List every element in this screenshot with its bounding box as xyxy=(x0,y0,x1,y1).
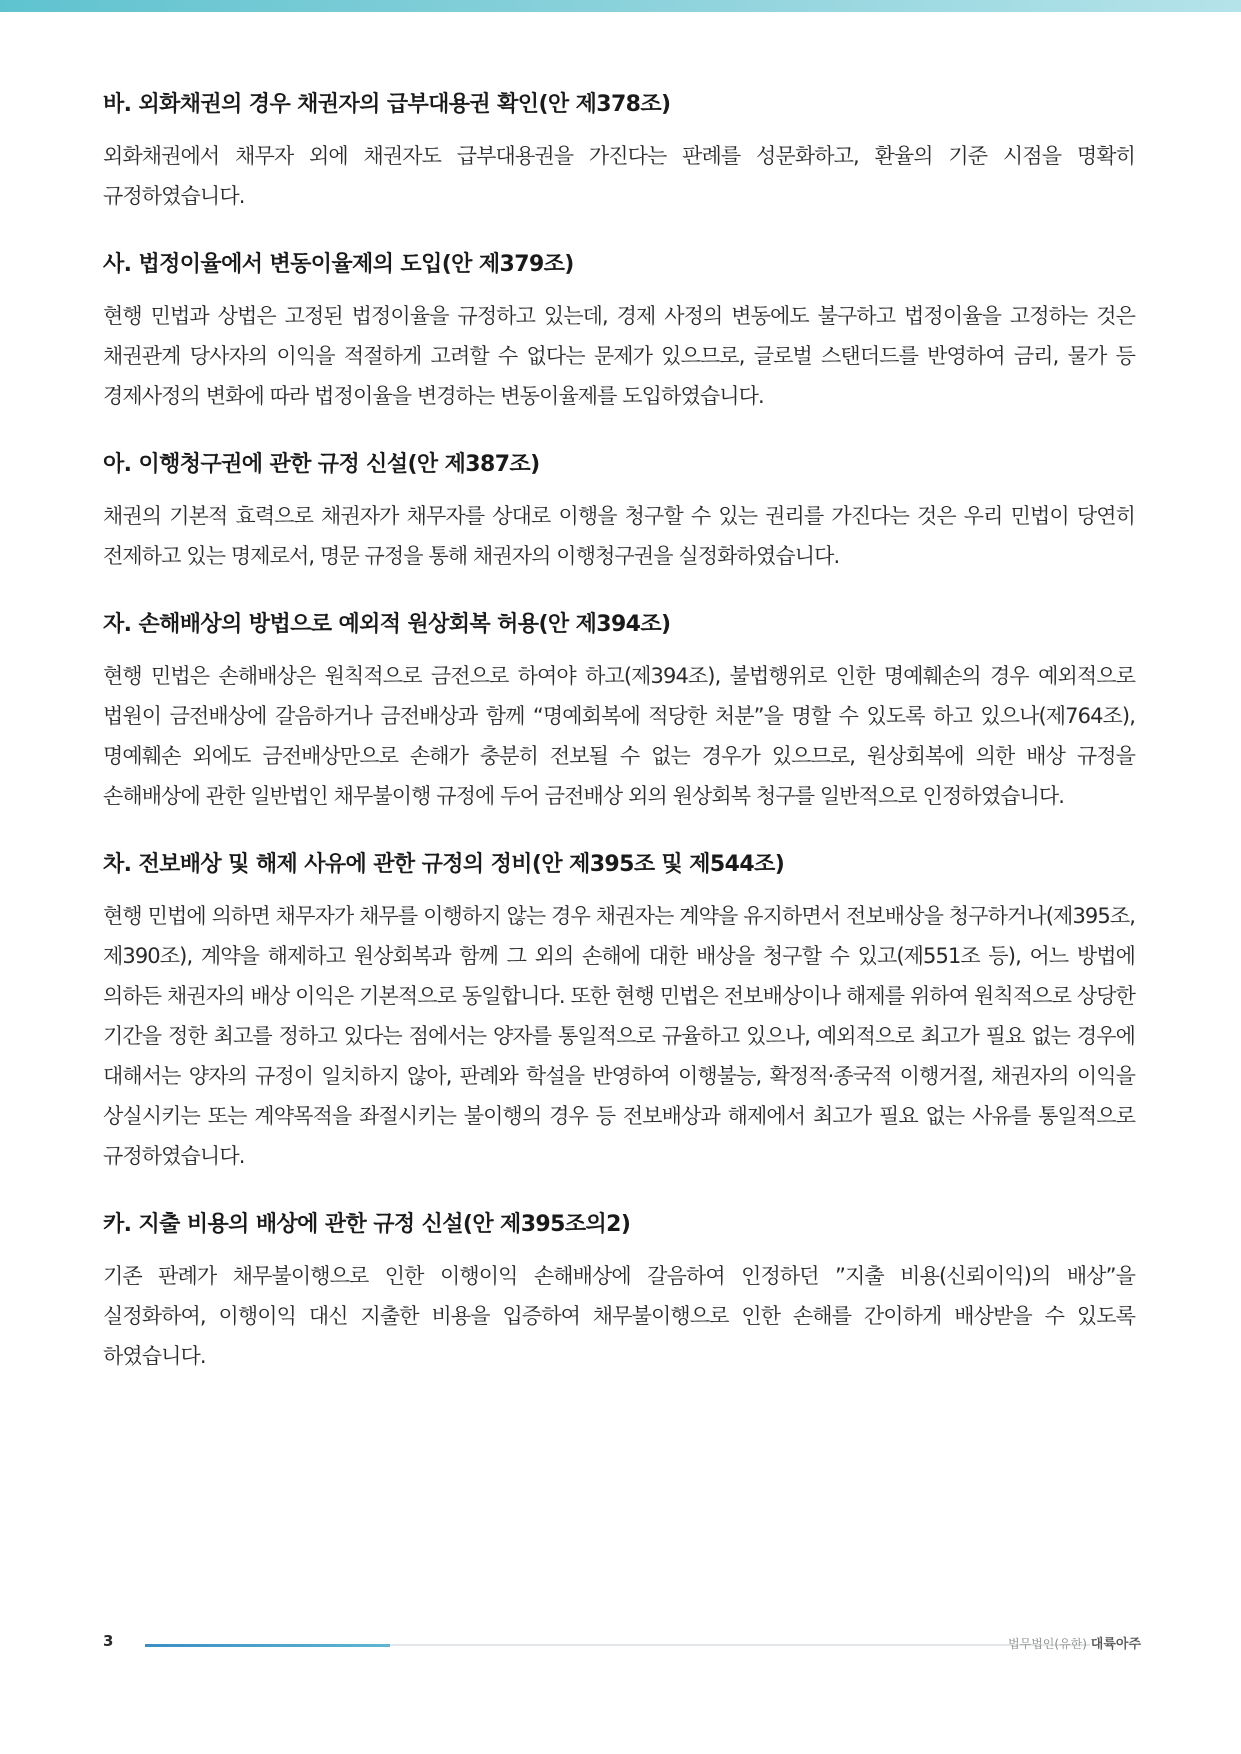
section-heading: 자. 손해배상의 방법으로 예외적 원상회복 허용(안 제394조) xyxy=(103,612,671,637)
firm-prefix: 법무법인(유한) xyxy=(1008,1637,1087,1651)
firm-name xyxy=(1008,1633,1141,1652)
section-heading: 바. 외화채권의 경우 채권자의 급부대용권 확인(안 제378조) xyxy=(103,92,671,117)
section-heading: 사. 법정이율에서 변동이율제의 도입(안 제379조) xyxy=(103,252,574,277)
section-heading: 아. 이행청구권에 관한 규정 신설(안 제387조) xyxy=(103,452,540,477)
page-number: 3 xyxy=(103,1632,114,1650)
section-body: 채권의 기본적 효력으로 채권자가 채무자를 상대로 이행을 청구할 수 있는 권리를 가진다는 것은 우리 민법이 당연히 전제하고 있는 명제로서, 명문 규정을 통해 채권자의 이행청구권을 실정화하였습니다. xyxy=(103,504,1135,568)
section-body: 현행 민법과 상법은 고정된 법정이율을 규정하고 있는데, 경제 사정의 변동에도 불구하고 법정이율을 고정하는 것은 채권관계 당사자의 이익을 적절하게 고려할 수 없다는 문제가 있으므로, 글로벌 스탠더드를 반영하여 금리, 물가 등 경제사정의 변화에 따라 법정이율을 변경하는 변동이율제를 도입하였습니다. xyxy=(103,304,1135,408)
section-ja xyxy=(103,610,1135,816)
document-body xyxy=(103,90,1135,1410)
section-heading: 카. 지출 비용의 배상에 관한 규정 신설(안 제395조의2) xyxy=(103,1212,631,1237)
footer-rule xyxy=(145,1644,1090,1646)
footer-rule-accent xyxy=(145,1644,390,1647)
firm-brand: 대륙아주 xyxy=(1090,1637,1141,1652)
page-footer xyxy=(103,1630,1141,1660)
section-sa xyxy=(103,250,1135,416)
section-body: 현행 민법에 의하면 채무자가 채무를 이행하지 않는 경우 채권자는 계약을 유지하면서 전보배상을 청구하거나(제395조, 제390조), 계약을 해제하고 원상회복과 함께 그 외의 손해에 대한 배상을 청구할 수 있고(제551조 등), 어느 방법에 의하든 채권자의 배상 이익은 기본적으로 동일합니다. 또한 현행 민법은 전보배상이나 해제를 위하여 원칙적으로 상당한 기간을 정한 최고를 정하고 있다는 점에서는 양자를 통일적으로 규율하고 있으나, 예외적으로 최고가 필요 없는 경우에 대해서는 양자의 규정이 일치하지 않아, 판례와 학설을 반영하여 이행불능, 확정적·종국적 이행거절, 채권자의 이익을 상실시키는 또는 계약목적을 좌절시키는 불이행의 경우 등 전보배상과 해제에서 최고가 필요 없는 사유를 통일적으로 규정하였습니다. xyxy=(103,904,1135,1168)
section-body: 기존 판례가 채무불이행으로 인한 이행이익 손해배상에 갈음하여 인정하던 ”지출 비용(신뢰이익)의 배상”을 실정화하여, 이행이익 대신 지출한 비용을 입증하여 채무불이행으로 인한 손해를 간이하게 배상받을 수 있도록 하였습니다. xyxy=(103,1264,1135,1368)
section-ba xyxy=(103,90,1135,216)
section-ka xyxy=(103,1210,1135,1376)
section-body: 현행 민법은 손해배상은 원칙적으로 금전으로 하여야 하고(제394조), 불법행위로 인한 명예훼손의 경우 예외적으로 법원이 금전배상에 갈음하거나 금전배상과 함께 “명예회복에 적당한 처분”을 명할 수 있도록 하고 있으나(제764조), 명예훼손 외에도 금전배상만으로 손해가 충분히 전보될 수 없는 경우가 있으므로, 원상회복에 의한 배상 규정을 손해배상에 관한 일반법인 채무불이행 규정에 두어 금전배상 외의 원상회복 청구를 일반적으로 인정하였습니다. xyxy=(103,664,1135,808)
section-heading: 차. 전보배상 및 해제 사유에 관한 규정의 정비(안 제395조 및 제544조) xyxy=(103,852,785,877)
section-body: 외화채권에서 채무자 외에 채권자도 급부대용권을 가진다는 판례를 성문화하고, 환율의 기준 시점을 명확히 규정하였습니다. xyxy=(103,144,1135,208)
top-accent-bar xyxy=(0,0,1241,12)
section-a xyxy=(103,450,1135,576)
section-cha xyxy=(103,850,1135,1176)
